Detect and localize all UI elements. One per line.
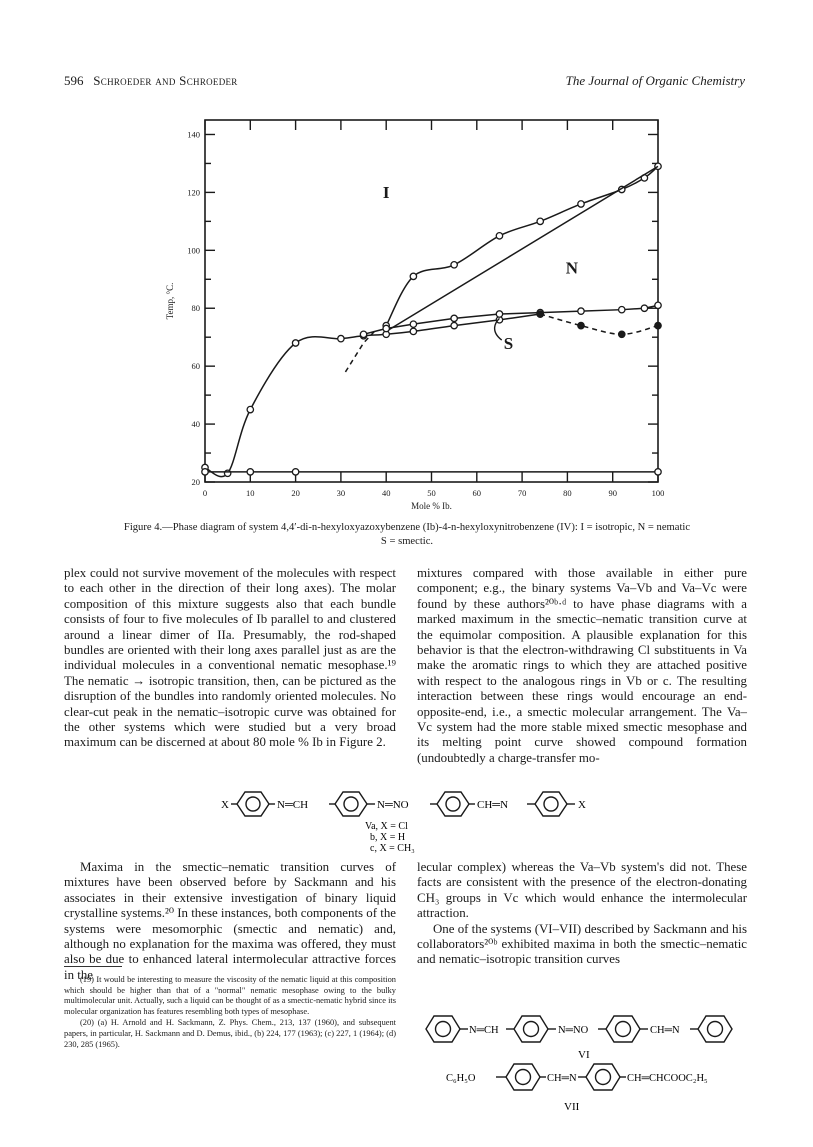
y-tick-label: 140: [187, 129, 200, 140]
plot-frame: [205, 120, 658, 482]
data-point: [292, 469, 298, 475]
region-label: N: [565, 258, 579, 278]
x-tick-label: 0: [202, 488, 208, 498]
benzene-ring-icon: [586, 1064, 620, 1090]
substituent-a: Va, X = Cl: [365, 821, 408, 832]
paragraph: mixtures compared with those available in either pure component; e.g., the binary systems Va–Vb and Va–Vc were found by these authors²⁰ᵇ·ᵈ to have phase diagrams with a marked maximum in the smectic–nematic transition curve at the equimolar composition. A plausible explanation for this behavior is that the electron-withdrawing Cl substituents in Va make the aromatic rings to which they are attached positive with respect to the analogous rings in Vb or c. The resulting interaction between these rings would encourage an end-opposite-end, i.e., a smectic molecular arrangement. The Va–Vc system had the more stable mixed smectic mesophase and its melting point curve showed compound formation (undoubtedly a charge-transfer mo-: [417, 566, 747, 765]
benzene-ring-icon: [237, 792, 269, 816]
azomethine-link: CH═N: [477, 799, 509, 811]
paragraph: Maxima in the smectic–nematic transition curves of mixtures have been observed before by Sackmann and his associates in their extensive investigation of binary liquid crystalline systems.²⁰ In these instances, both components of the systems were mesomorphic (smectic and nematic) and, although no explanation for the maxima was offered, they must also be due to enhanced lateral intermolecular attractive forces in the: [64, 860, 396, 982]
data-point: [451, 262, 457, 268]
chemical-structures-VI-VII: [418, 1012, 748, 1137]
y-tick-label: 20: [191, 477, 200, 487]
journal-title: The Journal of Organic Chemistry: [565, 73, 745, 88]
data-point: [383, 325, 389, 331]
footnote-20: (20) (a) H. Arnold and H. Sackmann, Z. Phys. Chem., 213, 137 (1960), and subsequent papers, in particular, H. Sackmann and D. Demus, ibid., (b) 224, 177 (1963); (c) 227, 1 (1964); (d) 230, 285 (1965).: [64, 1018, 396, 1049]
series-line-monotropic2: [540, 314, 658, 334]
cinnamate-group: CH═CHCOOC₂H₅: [627, 1073, 708, 1084]
page-number: 596: [64, 73, 84, 88]
data-point: [578, 322, 584, 328]
azoxy-link: N═NO: [558, 1025, 589, 1036]
azomethine-link: N═CH: [277, 799, 309, 811]
benzene-ring-icon: [335, 792, 367, 816]
phase-diagram-chart: [150, 112, 680, 524]
data-point: [496, 311, 502, 317]
data-point: [655, 469, 661, 475]
x-tick-label: 70: [517, 488, 527, 498]
azoxy-link: N═NO: [377, 799, 409, 811]
azomethine-link: CH═N: [650, 1025, 680, 1036]
benzene-ring-icon: [698, 1016, 732, 1042]
y-tick-label: 60: [191, 361, 200, 372]
authors: Schroeder and Schroeder: [93, 73, 238, 88]
data-point: [496, 233, 502, 239]
y-axis-label: Temp, °C.: [165, 282, 175, 320]
data-point: [578, 201, 584, 207]
substituent-b: b, X = H: [370, 832, 406, 843]
data-point: [224, 470, 230, 476]
footnotes: [64, 975, 396, 1051]
substituent-c: c, X = CH₃: [370, 843, 415, 854]
data-point: [537, 311, 543, 317]
data-point: [578, 308, 584, 314]
x-tick-label: 50: [427, 488, 436, 498]
y-tick-label: 100: [187, 245, 200, 256]
hexyloxy-group: C₆H₅O: [446, 1073, 476, 1084]
data-point: [451, 315, 457, 321]
region-label: I: [382, 183, 390, 203]
data-point: [537, 218, 543, 224]
benzene-ring-icon: [606, 1016, 640, 1042]
body-column-left-top: [64, 566, 396, 751]
series-line-smectic_nematic: [364, 305, 658, 334]
caption-line-2: S = smectic.: [380, 536, 434, 547]
y-tick-label: 120: [187, 187, 200, 198]
series-line-melting: [205, 314, 540, 477]
benzene-ring-icon: [514, 1016, 548, 1042]
paragraph: One of the systems (VI–VII) described by Sackmann and his collaborators²⁰ᵇ exhibited maxima in both the smectic–nematic and nematic–isotropic transition curves: [417, 921, 747, 967]
data-point: [247, 406, 253, 412]
x-tick-label: 20: [291, 488, 300, 498]
x-axis-label: Mole % Ib.: [411, 501, 452, 511]
x-tick-label: 30: [336, 488, 346, 498]
data-point: [360, 331, 366, 337]
x-tick-label: 100: [651, 488, 665, 498]
data-point: [202, 469, 208, 475]
data-point: [451, 322, 457, 328]
y-tick-label: 80: [191, 303, 200, 314]
data-point: [292, 340, 298, 346]
paragraph: plex could not survive movement of the molecules with respect to each other in the direction of their long axes). The molar composition of this mixture suggests also that each bundle consists of four to five molecules of Ib parallel to and clustered around a linear dimer of IIa. Presumably, the rod-shaped bundles are oriented with their long axes parallel just as are the individual molecules in a conventional nematic mesophase.¹⁹ The nematic → isotropic transition, then, can be pictured as the disruption of the bundles into randomly oriented molecules. No clear-cut peak in the nematic–isotropic curve was obtained for the other systems which were studied but a very broad maximum can be discerned at about 80 mole % Ib in Figure 2.: [64, 566, 396, 750]
figure-caption: [82, 521, 732, 549]
running-header-left: [64, 73, 238, 89]
region-label: S: [503, 333, 514, 353]
azomethine-link: N═CH: [469, 1025, 499, 1036]
structure-label-VII: VII: [564, 1101, 580, 1113]
data-point: [655, 322, 661, 328]
footnote-rule: [64, 966, 122, 967]
caption-line-1: Figure 4.—Phase diagram of system 4,4′-di-n-hexyloxyazoxybenzene (Ib)-4-n-hexyloxynitrobenzene (IV): I = isotropic, N = nematic: [123, 522, 691, 533]
chemical-structure-V: [215, 787, 615, 857]
benzene-ring-icon: [426, 1016, 460, 1042]
substituent-x-left: X: [221, 799, 229, 811]
x-tick-label: 90: [608, 488, 617, 498]
data-point: [619, 331, 625, 337]
data-point: [410, 273, 416, 279]
benzene-ring-icon: [437, 792, 469, 816]
x-tick-label: 10: [246, 488, 255, 498]
series-line-nematic_line: [386, 166, 658, 331]
data-point: [338, 335, 344, 341]
body-column-left-bottom: [64, 860, 396, 983]
data-point: [641, 305, 647, 311]
data-point: [619, 306, 625, 312]
paragraph: lecular complex) whereas the Va–Vb system's did not. These facts are consistent with the presence of the electron-donating CH₃ groups in Vc which would enhance the intermolecular attraction.: [417, 860, 747, 921]
body-column-right-bottom: [417, 860, 747, 968]
azomethine-link: CH═N: [547, 1073, 577, 1084]
data-point: [655, 302, 661, 308]
benzene-ring-icon: [506, 1064, 540, 1090]
structure-label-VI: VI: [578, 1049, 590, 1061]
x-tick-label: 60: [472, 488, 482, 498]
data-point: [410, 321, 416, 327]
body-column-right-top: [417, 566, 747, 766]
x-tick-label: 40: [381, 488, 391, 498]
y-tick-label: 40: [191, 419, 200, 430]
footnote-19: (19) It would be interesting to measure the viscosity of the nematic liquid at this composition which should be higher than that of a "normal" nematic mesophase owing to the bulky multimolecular unit. Actually, such a liquid can be thought of as a smectic-nematic hybrid since its molecular organization has features resembling both types of mesophase.: [64, 975, 396, 1016]
x-tick-label: 80: [563, 488, 572, 498]
substituent-x-right: X: [578, 799, 586, 811]
benzene-ring-icon: [535, 792, 567, 816]
data-point: [410, 328, 416, 334]
data-point: [247, 469, 253, 475]
